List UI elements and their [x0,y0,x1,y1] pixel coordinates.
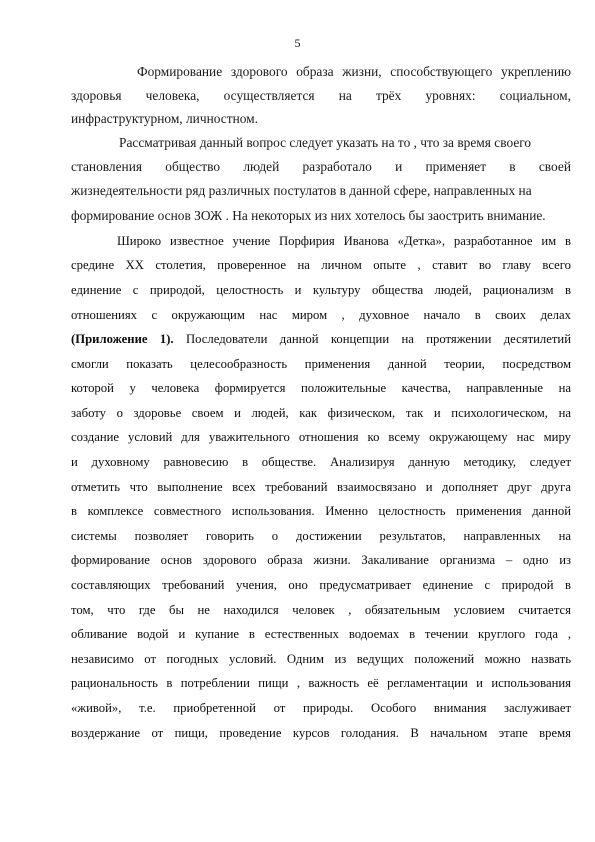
text-line: Широко известное учение Порфирия Иванова «Детка», разработанное им в [117,234,571,248]
text-line: «живой», т.е. приобретенной от природы. Особого внимания заслуживает [71,701,571,715]
text-line: формирование основ здорового образа жизни. Закаливание организма – одно из [71,553,571,567]
text-line: воздержание от пищи, проведение курсов голодания. В начальном этапе время [71,726,571,740]
text-line: инфраструктурном, личностном. [71,111,258,126]
text-line: формирование основ ЗОЖ . На некоторых из них хотелось бы заострить внимание. [71,208,546,223]
text-line: создание условий для уважительного отношения ко всему окружающему нас миру [71,430,571,444]
text-line: том, что где бы не находился человек , обязательным условием считается [71,603,571,617]
text-line: обливание водой и купание в естественных водоемах в течении круглого года , [71,627,571,641]
appendix-reference: (Приложение 1). [71,332,174,346]
text-line: средине XX столетия, проверенное на личном опыте , ставит во главу всего [71,258,571,272]
text-line: заботу о здоровье своем и людей, как физическом, так и психологическом, на [71,406,571,420]
text-line: которой у человека формируется положительные качества, направленные на [71,381,571,395]
page-number: 5 [294,36,301,50]
text-line: в комплексе совместного использования. Именно целостность применения данной [71,504,571,518]
text-line: единение с природой, целостность и культуру общества людей, рационализм в [71,283,571,297]
text-line: и духовному равновесию в обществе. Анализируя данную методику, следует [71,455,571,469]
text-line: смогли показать целесообразность применения данной теории, посредством [71,357,571,371]
text-line: отношениях с окружающим нас миром , духовное начало в своих делах [71,308,571,322]
text-line: жизнедеятельности ряд различных постулатов в данной сфере, направленных на [71,183,532,198]
text-line: здоровья человека, осуществляется на трёх уровнях: социальном, [71,88,571,103]
text-line: Рассматривая данный вопрос следует указать на то , что за время своего [119,135,532,150]
text-line: рациональность в потреблении пищи , важность её регламентации и использования [71,676,571,690]
text-line: Формирование здорового образа жизни, способствующего укреплению [137,64,571,79]
text-line: составляющих требований учения, оно предусматривает единение с природой в [71,578,571,592]
text-line: независимо от погодных условий. Одним из ведущих положений можно назвать [71,652,571,666]
text-line: (Приложение 1). Последователи данной концепции на протяжении десятилетий [71,332,571,346]
text-line: становления общество людей разработало и применяет в своей [71,159,571,174]
text-line: системы позволяет говорить о достижении результатов, направленных на [71,529,571,543]
text-line: отметить что выполнение всех требований взаимосвязано и дополняет друг друга [71,480,571,494]
